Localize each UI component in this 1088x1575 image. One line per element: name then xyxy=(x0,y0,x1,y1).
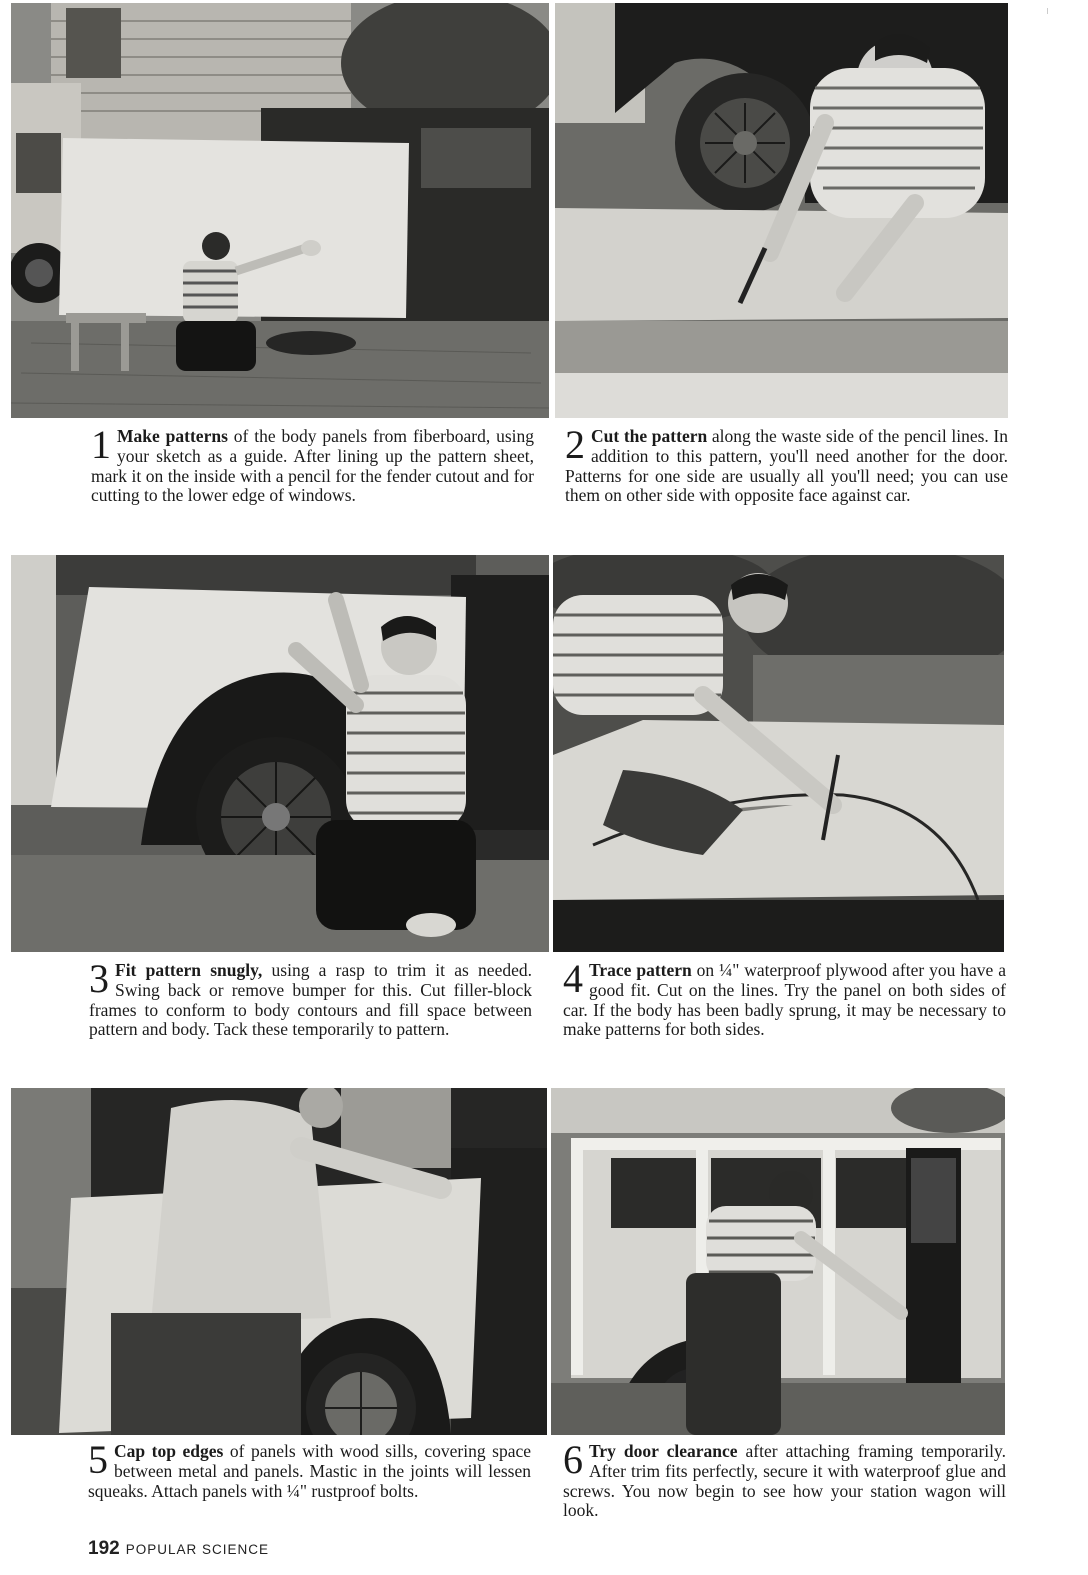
step-lead: Trace pattern xyxy=(589,960,692,980)
caption-step-5 xyxy=(88,1437,531,1501)
step-lead: Make patterns xyxy=(117,426,228,446)
step-text: along the waste side of the pencil lines. In addition to this pattern, you'll need another for the door. Patterns for one side are usually all you'll need; you can use them on other side with opposite face against car. xyxy=(565,426,1008,506)
scan-edge-mark xyxy=(1047,8,1048,14)
step-number: 3 xyxy=(89,956,109,1001)
step-lead: Fit pattern snugly, xyxy=(115,960,263,980)
photo-4-tracing-pattern xyxy=(553,555,1004,952)
caption-step-1 xyxy=(91,422,535,506)
step-number: 5 xyxy=(88,1437,108,1482)
step-number: 6 xyxy=(563,1437,583,1482)
page-footer xyxy=(88,1538,269,1560)
page-number: 192 xyxy=(88,1538,120,1559)
step-text: of panels with wood sills, covering space between metal and panels. Mastic in the joints will lessen squeaks. Attach panels with ¼" rustproof bolts. xyxy=(88,1441,531,1501)
step-text: of the body panels from fiberboard, using your sketch as a guide. After lining up the pattern sheet, mark it on the inside with a pencil for the fender cutout and for cutting to the lower edge of windows. xyxy=(91,426,535,506)
step-text: using a rasp to trim it as needed. Swing back or remove bumper for this. Cut filler-block frames to conform to body contours and fill space between pattern and body. Tack these temporarily to pattern. xyxy=(89,960,532,1040)
step-number: 4 xyxy=(563,956,583,1001)
photo-6-door-clearance xyxy=(551,1088,1005,1435)
step-text: after attaching framing temporarily. After trim fits perfectly, secure it with waterproof glue and screws. You now begin to see how your station wagon will look. xyxy=(563,1441,1006,1521)
photo-3-fitting-pattern xyxy=(11,555,549,952)
caption-step-4 xyxy=(563,956,1006,1040)
caption-step-2 xyxy=(565,422,1008,506)
magazine-name: POPULAR SCIENCE xyxy=(125,1542,269,1557)
photo-1-marking-pattern xyxy=(11,3,549,418)
caption-step-3 xyxy=(89,956,532,1040)
step-number: 2 xyxy=(565,422,585,467)
photo-2-cutting-pattern xyxy=(555,3,1008,418)
step-text: on ¼" waterproof plywood after you have a good fit. Cut on the lines. Try the panel on both sides of car. If the body has been badly sprung, it may be necessary to make patterns for both sides. xyxy=(563,960,1006,1040)
step-number: 1 xyxy=(91,422,111,467)
step-lead: Cut the pattern xyxy=(591,426,708,446)
step-lead: Try door clearance xyxy=(589,1441,738,1461)
caption-step-6 xyxy=(563,1437,1006,1521)
photo-5-capping-edges xyxy=(11,1088,547,1435)
step-lead: Cap top edges xyxy=(114,1441,224,1461)
